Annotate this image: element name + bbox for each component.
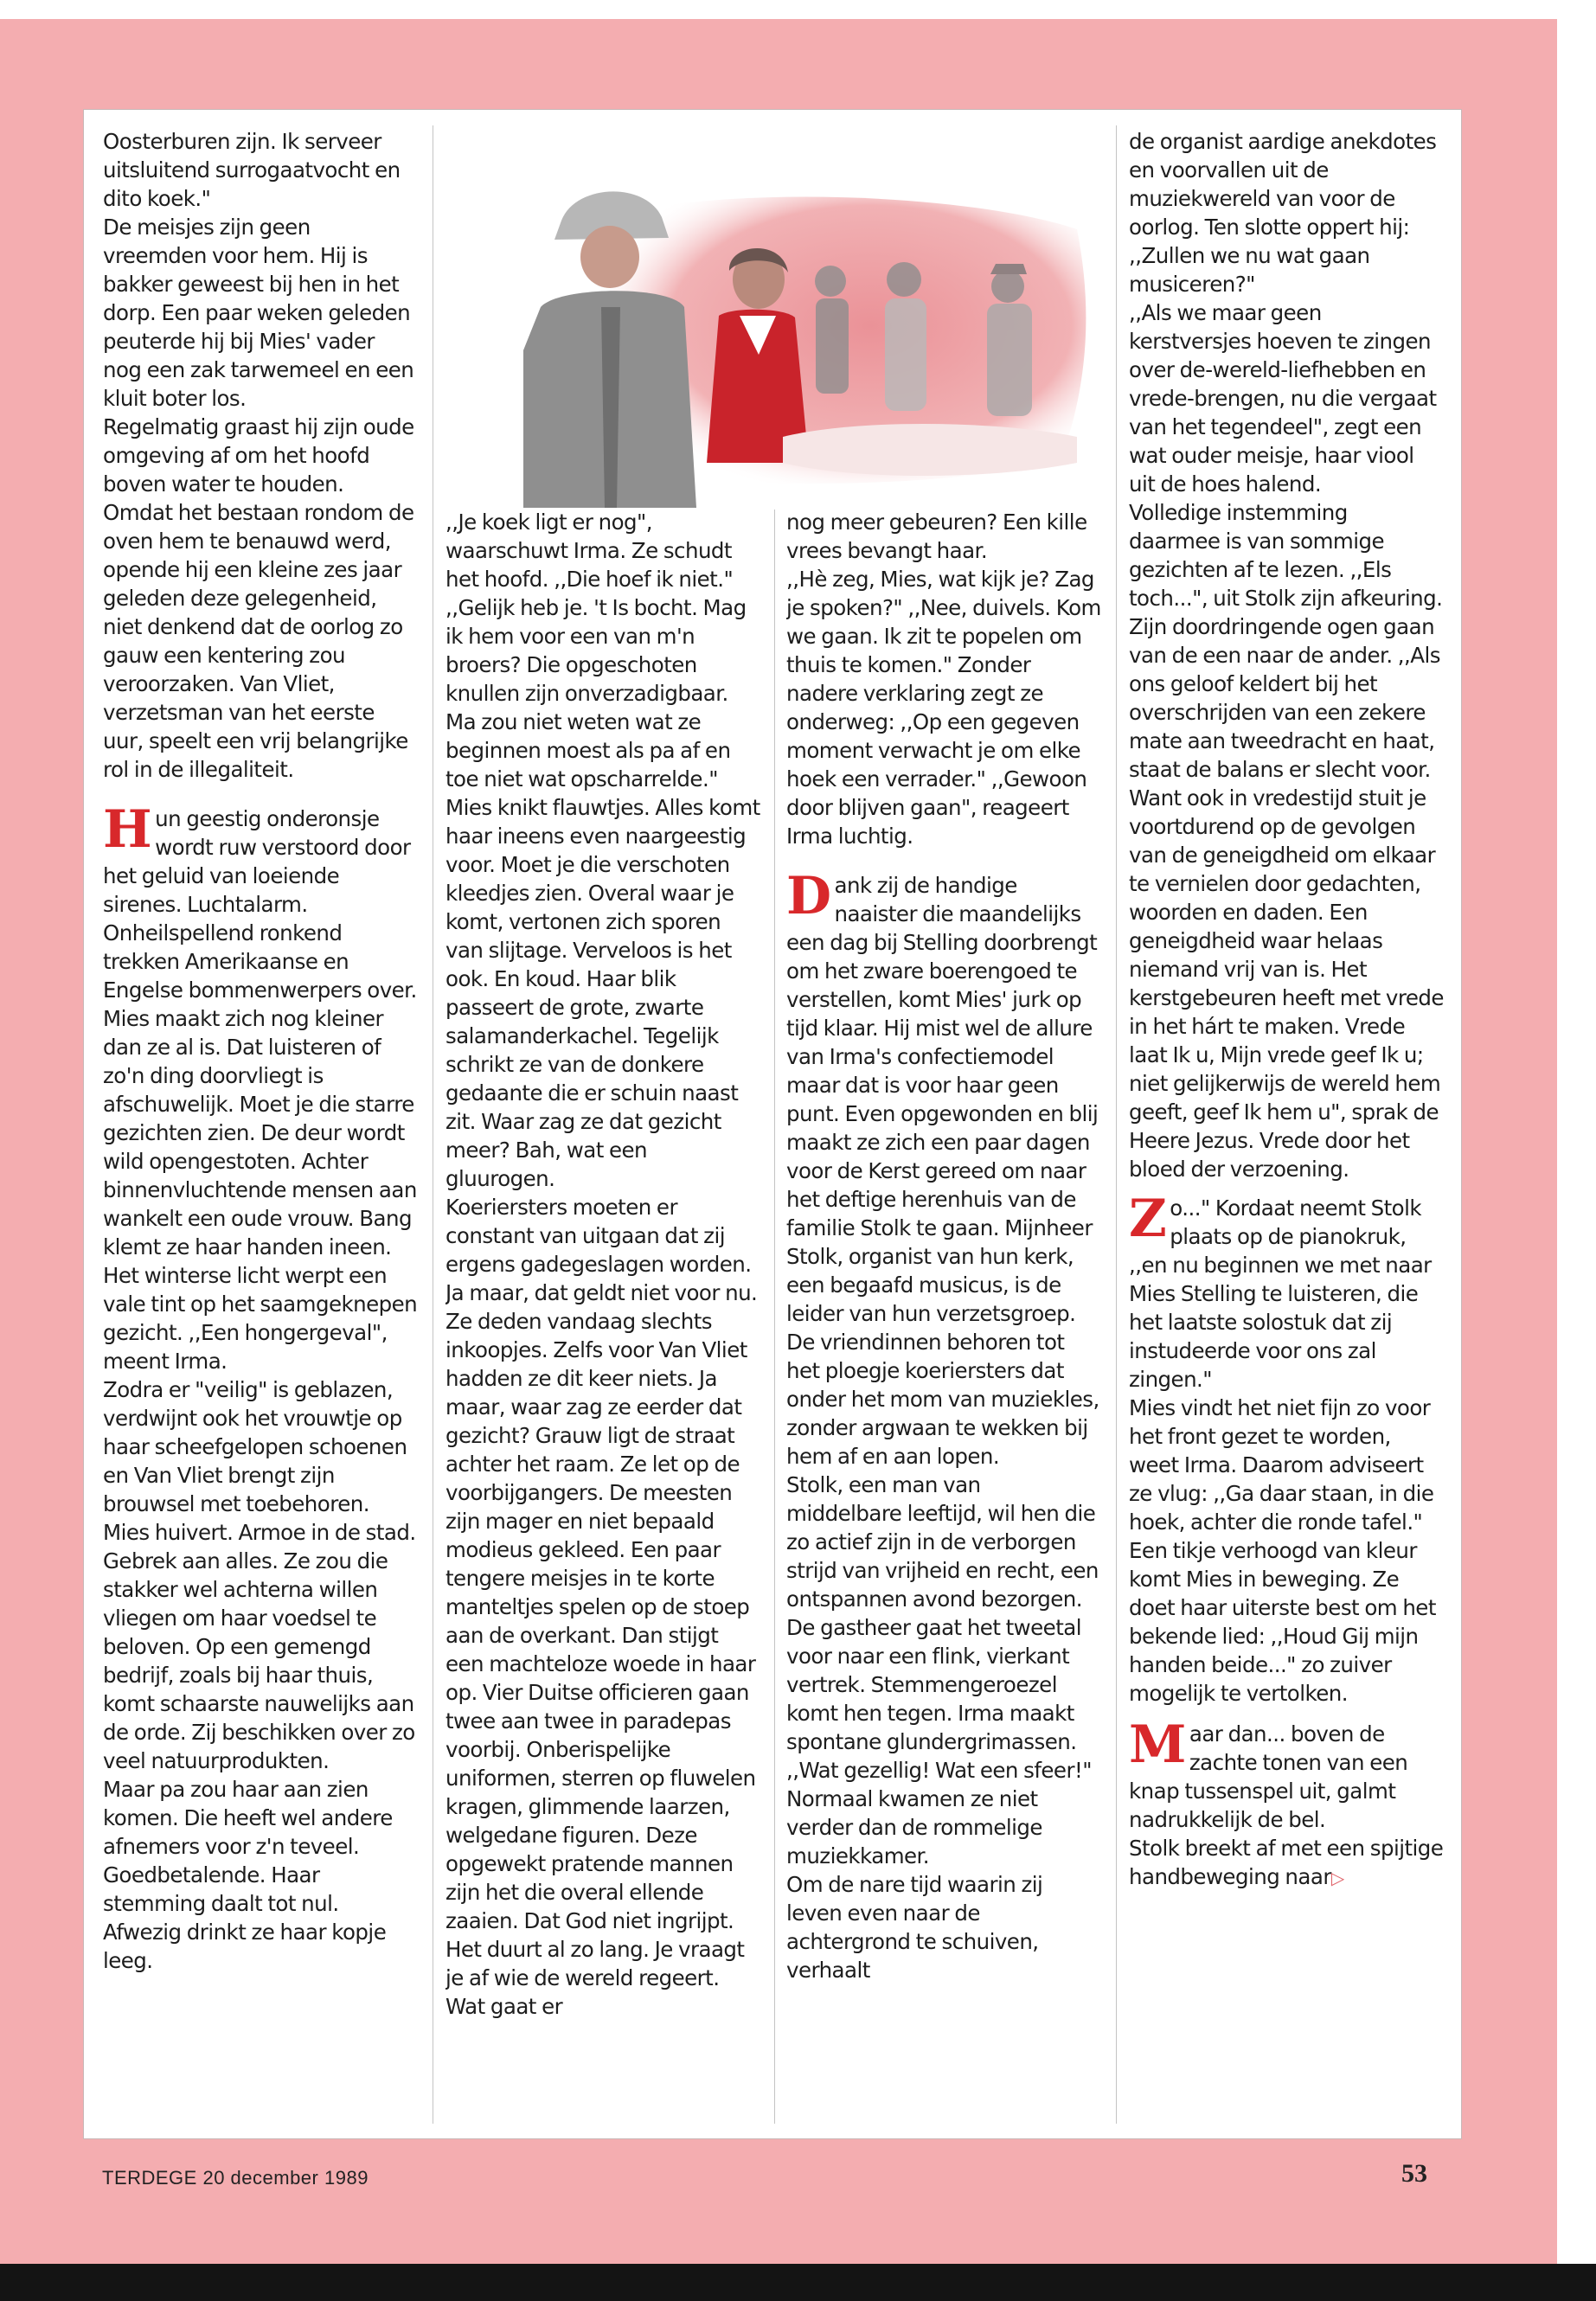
- paragraph: Mies huivert. Armoe in de stad. Gebrek aan alles. Ze zou die stakker wel achterna willen vliegen om haar voedsel te beloven. Op een gemengd bedrijf, zoals bij haar thuis, komt schaarste nauwelijks aan de orde. Zij beschikken over zo veel natuurprodukten.: [103, 1520, 416, 1773]
- text-column-4: [1129, 127, 1444, 2123]
- paragraph: Om de nare tijd waarin zij leven even naar de achtergrond te schuiven, verhaalt: [786, 1872, 1043, 1983]
- paragraph: ,,Hè zeg, Mies, wat kijk je? Zag je spoken?" ,,Nee, duivels. Kom we gaan. Ik zit te popelen om thuis te komen." Zonder nadere verklaring zegt ze onderweg: ,,Op een gegeven moment verwacht je om elke hoek een verrader." ,,Gewoon door blijven gaan", reageert Irma luchtig.: [786, 567, 1101, 849]
- paragraph: Volledige instemming daarmee is van sommige gezichten af te lezen. ,,Els toch...", uit Stolk zijn afkeuring. Zijn doordringende ogen gaan van de een naar de ander. ,,Als ons geloof keldert bij het overschrijden van een zekere mate aan tweedracht en haat, staat de balans er slecht voor. Want ook in vredestijd stuit je voortdurend op de gevolgen van de geneigdheid om elkaar te vernielen door gedachten, woorden en daden. Een geneigdheid waar helaas niemand vrij van is. Het kerstgebeuren heeft met vrede in het hárt te maken. Vrede laat Ik u, Mijn vrede geef Ik u; niet gelijkerwijs de wereld hem geeft, geef Ik hem u", sprak de Heere Jezus. Vrede door het bloed der verzoening.: [1129, 500, 1444, 1182]
- paragraph: ,,Als we maar geen kerstversjes hoeven te zingen over de-wereld-liefhebben en vrede-brengen, nu die vergaat van het tegendeel", zegt een wat ouder meisje, haar viool uit de hoes halend.: [1129, 300, 1437, 497]
- continue-arrow-icon: ▷: [1330, 1868, 1344, 1888]
- paragraph: Stolk breekt af met een spijtige handbeweging naar▷: [1129, 1836, 1444, 1889]
- column-divider: [1116, 125, 1117, 2124]
- paragraph: de organist aardige anekdotes en voorvallen uit de muziekwereld van voor de oorlog. Ten slotte oppert hij: ,,Zullen we nu wat gaan musiceren?": [1129, 129, 1437, 297]
- drop-cap: D: [786, 866, 831, 926]
- text-column-3: [786, 508, 1101, 2123]
- paragraph: Maar pa zou haar aan zien komen. Die heeft wel andere afnemers voor z'n teveel. Goedbetalende. Haar stemming daalt tot nul. Afwezig drinkt ze haar kopje leeg.: [103, 1777, 393, 1973]
- paragraph: Stolk, een man van middelbare leeftijd, wil hen die zo actief zijn in de verborgen strijd van vrijheid en recht, een ontspannen avond bezorgen.: [786, 1472, 1099, 1612]
- paragraph: Maar dan... boven de zachte tonen van een knap tussenspel uit, galmt nadrukkelijk de bel.: [1129, 1715, 1408, 1832]
- paragraph: Dank zij de handige naaister die maandelijks een dag bij Stelling doorbrengt om het zware boerengoed te verstellen, komt Mies' jurk op tijd klaar. Hij mist wel de allure van Irma's confectiemodel maar dat is voor haar geen punt. Even opgewonden en blij maakt ze zich een paar dagen voor de Kerst gereed om naar het deftige herenhuis van de familie Stolk te gaan. Mijnheer Stolk, organist van hun kerk, een begaafd musicus, is de leider van hun verzetsgroep.: [786, 866, 1099, 1326]
- paragraph: Zo..." Kordaat neemt Stolk plaats op de pianokruk, ,,en nu beginnen we met naar Mies Stelling te luisteren, die het laatste solostuk dat zij instudeerde voor ons zal zingen.": [1129, 1189, 1432, 1392]
- paragraph: De gastheer gaat het tweetal voor naar een flink, vierkant vertrek. Stemmengeroezel komt hen tegen. Irma maakt spontane glundergrimassen. ,,Wat gezellig! Wat een sfeer!" Normaal kwamen ze niet verder dan de rommelige muziekkamer.: [786, 1615, 1092, 1868]
- paragraph: Oosterburen zijn. Ik serveer uitsluitend surrogaatvocht en dito koek.": [103, 129, 401, 211]
- paragraph: Koeriersters moeten er constant van uitgaan dat zij ergens gadegeslagen worden. Ja maar, dat geldt niet voor nu. Ze deden vandaag slechts inkoopjes. Zelfs voor Van Vliet hadden ze dit keer niets. Ja maar, waar zag ze eerder dat gezicht? Grauw ligt de straat achter het raam. Ze let op de voorbijgangers. De meesten zijn mager en niet bepaald modieus gekleed. Een paar tengere meisjes in te korte manteltjes spelen op de stoep aan de overkant. Dan stijgt een machteloze woede in haar op. Vier Duitse officieren gaan twee aan twee in paradepas voorbij. Onberispelijke uniformen, sterren op fluwelen kragen, glimmende laarzen, welgedane figuren. Deze opgewekt pratende mannen zijn het die overal ellende zaaien. Dat God niet ingrijpt. Het duurt al zo lang. Je vraagt je af wie de wereld regeert. Wat gaat er: [445, 1195, 758, 2019]
- paragraph: ,,Gelijk heb je. 't Is bocht. Mag ik hem voor een van m'n broers? Die opgeschoten knullen zijn onverzadigbaar. Ma zou niet weten wat ze beginnen moest als pa af en toe niet wat opscharrelde.": [445, 595, 747, 792]
- paragraph: De vriendinnen behoren tot het ploegje koeriersters dat onder het mom van muziekles, zonder argwaan te wekken bij hem af en aan lopen.: [786, 1330, 1099, 1469]
- paragraph: Regelmatig graast hij zijn oude omgeving af om het hoofd boven water te houden. Omdat het bestaan rondom de oven hem te benauwd werd, opende hij een kleine zes jaar geleden deze gelegenheid, niet denkend dat de oorlog zo gauw een kentering zou veroorzaken. Van Vliet, verzetsman van het eerste uur, speelt een vrij belangrijke rol in de illegaliteit.: [103, 414, 414, 782]
- paragraph: Mies vindt het niet fijn zo voor het front gezet te worden, weet Irma. Daarom adviseert ze vlug: ,,Ga daar staan, in die hoek, achter die ronde tafel." Een tikje verhoogd van kleur komt Mies in beweging. Ze doet haar uiterste best om het bekende lied: ,,Houd Gij mijn handen beide..." zo zuiver mogelijk te vertolken.: [1129, 1395, 1436, 1706]
- column-divider: [774, 510, 775, 2124]
- text-column-2: [445, 508, 760, 2123]
- paragraph: nog meer gebeuren? Een kille vrees bevangt haar.: [786, 510, 1087, 563]
- drop-cap: Z: [1129, 1189, 1167, 1249]
- text-column-1: [103, 127, 418, 2123]
- scan-bottom-edge: [0, 2264, 1596, 2301]
- watercolor-illustration-icon: [523, 177, 1098, 508]
- paragraph: Hun geestig onderonsje wordt ruw verstoord door het geluid van loeiende sirenes. Luchtalarm. Onheilspellend ronkend trekken Amerikaanse en Engelse bommenwerpers over.: [103, 799, 417, 1003]
- paragraph: Zodra er "veilig" is geblazen, verdwijnt ook het vrouwtje op haar scheefgelopen schoenen en Van Vliet brengt zijn brouwsel met toebehoren.: [103, 1377, 407, 1516]
- page-number: 53: [1401, 2159, 1427, 2188]
- drop-cap: M: [1129, 1715, 1186, 1775]
- scan-margin: [1557, 19, 1596, 2264]
- paragraph: Mies knikt flauwtjes. Alles komt haar ineens even naargeestig voor. Moet je die verschoten kleedjes zien. Overal waar je komt, vertonen zich sporen van slijtage. Verveloos is het ook. En koud. Haar blik passeert de grote, zwarte salamanderkachel. Tegelijk schrikt ze van de donkere gedaante die er schuin naast zit. Waar zag ze dat gezicht meer? Bah, wat een gluurogen.: [445, 795, 760, 1191]
- paragraph: De meisjes zijn geen vreemden voor hem. Hij is bakker geweest bij hen in het dorp. Een paar weken geleden peuterde hij bij Mies' vader nog een zak tarwemeel en een kluit boter los.: [103, 215, 414, 411]
- paragraph: ,,Je koek ligt er nog", waarschuwt Irma. Ze schudt het hoofd. ,,Die hoef ik niet.": [445, 510, 734, 592]
- paragraph: Mies maakt zich nog kleiner dan ze al is. Dat luisteren of zo'n ding doorvliegt is afschuwelijk. Moet je die starre gezichten zien. De deur wordt wild opengestoten. Achter binnenvluchtende mensen aan wankelt een oude vrouw. Bang klemt ze haar handen ineen. Het winterse licht werpt een vale tint op het saamgeknepen gezicht. ,,Een hongergeval", meent Irma.: [103, 1006, 418, 1374]
- article-panel: [83, 109, 1462, 2139]
- drop-cap: H: [103, 799, 152, 860]
- publication-footer: TERDEGE 20 december 1989: [102, 2167, 369, 2189]
